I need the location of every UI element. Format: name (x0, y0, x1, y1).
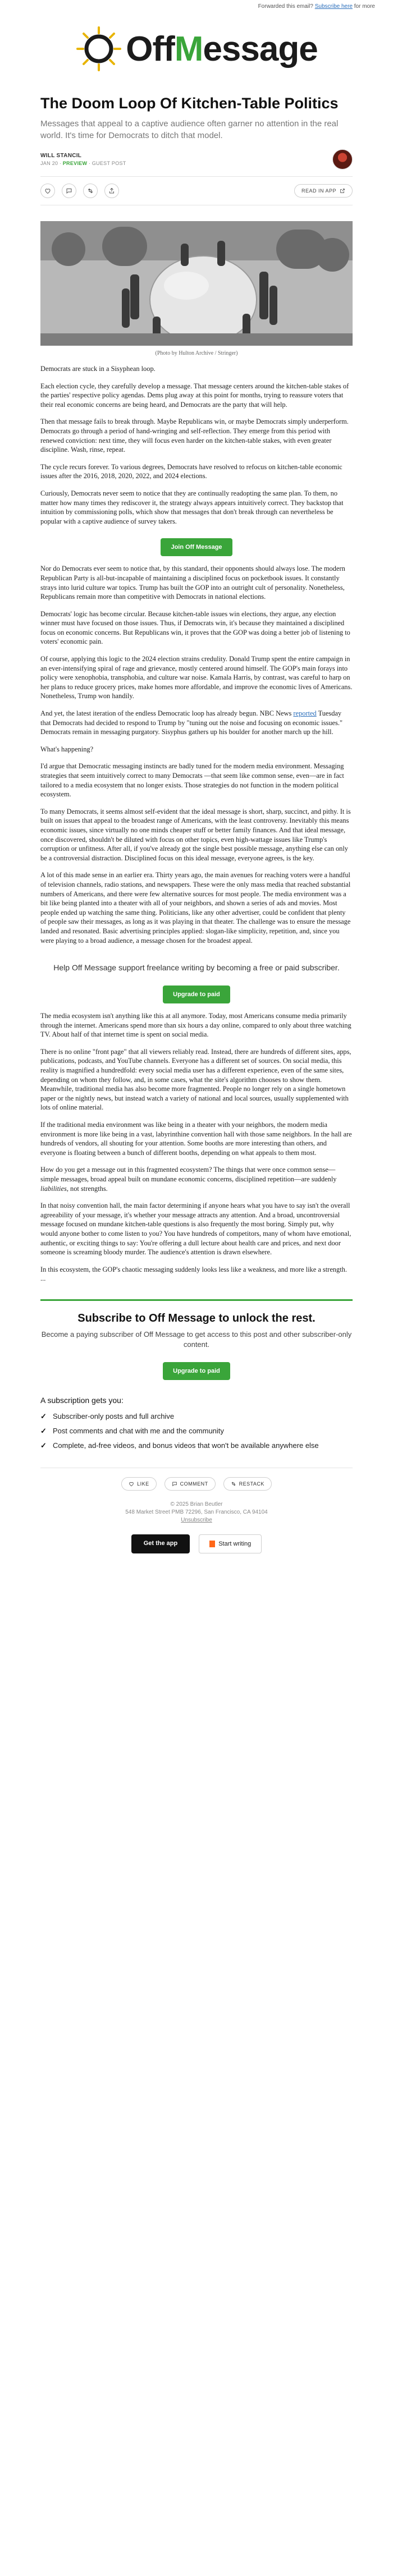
benefit-item (40, 1411, 353, 1422)
logo-part-off: Off (126, 29, 175, 68)
heart-icon (129, 1481, 134, 1487)
post-subtitle: Messages that appeal to a captive audience often garner no attention in the real world. It's time for Democrats to ditch that model. (40, 119, 339, 140)
start-writing-button[interactable] (199, 1534, 262, 1553)
body-paragraph: The cycle recurs forever. To various degrees, Democrats have resolved to refocus on kitchen-table economic issues after the 2016, 2018, 2020, 2022, and 2024 elections. (40, 462, 342, 480)
benefit-text: Subscriber-only posts and full archive (53, 1411, 175, 1420)
off-message-logo[interactable] (40, 16, 353, 82)
body-paragraph: There is no online "front page" that all viewers reliably read. Instead, there are hundreds of different sites, apps, publications, podcasts, and YouTube channels. Everyone has a different set of sources. On social media, this reality is magnified a hundredfold: every social media user has a different experience, even of the same sites, depending on whom they follow, and, in some cases, what the site's algorithm chooses to show them. Meanwhile, traditional media has also become more fragmented. People no longer rely on a single hometown paper or the nightly news, but instead watch a variety of national and local sources, usually supplemented with lots of online material. (40, 1047, 351, 1112)
photo-caption: (Photo by Hulton Archive / Stringer) (155, 350, 238, 356)
paywall-upgrade-button[interactable]: Upgrade to paid (163, 1362, 230, 1380)
email-page (40, 16, 353, 1553)
get-app-button[interactable]: Get the app (131, 1534, 190, 1553)
restack-icon (231, 1481, 236, 1487)
footer-legal (40, 1501, 353, 1524)
comment-button[interactable] (62, 184, 76, 198)
preview-badge: PREVIEW (62, 161, 88, 166)
footer-comment-button[interactable] (164, 1477, 216, 1491)
read-in-app-label: READ IN APP (301, 188, 336, 194)
forward-banner (0, 3, 393, 10)
author-avatar[interactable] (332, 149, 353, 169)
mailing-address: 548 Market Street PMB 72296, San Francisco, CA 94104 (125, 1509, 268, 1515)
post-title[interactable]: The Doom Loop Of Kitchen-Table Politics (40, 95, 339, 112)
substack-logo-icon (209, 1541, 215, 1547)
read-in-app-button[interactable] (294, 184, 353, 198)
body-paragraph (40, 1165, 353, 1193)
body-paragraph: The media ecosystem isn't anything like this at all anymore. Today, most Americans consume media primarily through the internet. Americans spend more than six hours a day online, compared to only about three watching TV. About half of that internet time is spent on social media. (40, 1012, 351, 1039)
external-link-icon (340, 188, 345, 194)
subscribe-promo: Help Off Message support freelance writing by becoming a free or paid subscriber. (53, 963, 340, 973)
comment-label: COMMENT (180, 1480, 208, 1487)
restack-button[interactable] (83, 184, 98, 198)
logo-part-essage: essage (203, 29, 318, 68)
forward-text: Forwarded this email? (258, 3, 313, 10)
footer-restack-button[interactable] (223, 1477, 272, 1491)
subscribe-link[interactable]: Subscribe here (314, 3, 353, 10)
post-meta: JAN 20 ∙ PREVIEW ∙ GUEST POST (40, 161, 126, 166)
logo-megaphone-icon (75, 25, 122, 72)
like-button[interactable] (40, 184, 55, 198)
reported-link[interactable]: reported (293, 709, 317, 718)
post-actions (40, 176, 353, 205)
paywall-text: Become a paying subscriber of Off Message to get access to this post and other subscriber-only content. (41, 1330, 352, 1349)
forward-suffix: for more (354, 3, 375, 10)
footer-like-button[interactable] (121, 1477, 157, 1491)
share-button[interactable] (104, 184, 119, 198)
heart-icon (44, 187, 51, 194)
unsubscribe-link[interactable]: Unsubscribe (181, 1516, 212, 1523)
restack-label: RESTACK (239, 1480, 264, 1487)
start-writing-label: Start writing (218, 1540, 252, 1547)
p9-text-b: Tuesday that Democrats had decided to respond to Trump by "tuning out the noise and focusing on economic issues." Democrats remain in messaging purgatory. Sisyphus gathers up his boulder for another march up the hill. (40, 709, 343, 736)
body-paragraph: In that noisy convention hall, the main factor determining if anyone hears what you have to say isn't the overall agreeability of your message, it's whether your message attracts any attention. And a broad, uncontroversial message focused on mundane kitchen-table questions is also frequently the most boring. Simply put, why would anyone bother to come listen to you? You have hundreds of competitors, many of whom have emotional, authentic, or exciting things to say: You're offering a dull lecture about health care and prices, and next door someone is screaming bloody murder. The audience's attention is drawn elsewhere. (40, 1202, 351, 1257)
body-paragraph: What's happening? (40, 745, 94, 753)
benefit-item (40, 1426, 353, 1436)
p17-text-b: , not strengths. (66, 1184, 108, 1193)
join-cta (40, 538, 353, 556)
benefit-text: Post comments and chat with me and the community (53, 1426, 224, 1435)
body-paragraph: Democrats are stuck in a Sisyphean loop. (40, 365, 156, 373)
comment-icon (66, 187, 72, 194)
like-label: LIKE (137, 1480, 149, 1487)
hero-photo-illustration (40, 221, 353, 346)
paywall-title: Subscribe to Off Message to unlock the rest. (77, 1312, 316, 1324)
body-paragraph: I'd argue that Democratic messaging instincts are badly tuned for the modern media environment. Messaging strategies that seem intuitively correct to many Democrats —that seem like common sense, even—are in fact tailored to a media ecosystem that no longer exists. Those strategies do not function in the modern political ecosystem. (40, 762, 344, 799)
copyright: © 2025 Brian Beutler (170, 1501, 223, 1507)
restack-icon (87, 187, 94, 194)
p17-text-a: How do you get a message out in this fragmented ecosystem? The things that were once common sense—simple messages, broad appeal built on mundane economic concerns, disciplined repetition—are suddenly (40, 1166, 337, 1183)
body-paragraph: In this ecosystem, the GOP's chaotic messaging suddenly looks less like a weakness, and more like a strength. ... (40, 1265, 347, 1283)
p17-emphasis: liabilities (40, 1184, 67, 1193)
app-buttons (40, 1534, 353, 1553)
body-paragraph: Of course, applying this logic to the 2024 election strains credulity. Donald Trump spent the entire campaign in an ever-intensifying spiral of rage and grievance, mostly centered around himself. The GOP's main forays into policy were xenophobia, transphobia, and culture war noise. Kamala Harris, by contrast, was careful to harp on her plans to reduce grocery prices, make homes more affordable, and improve the economic lives of Americans. Nonetheless, Trump won handily. (40, 655, 353, 700)
body-paragraph: Then that message fails to break through. Maybe Republicans win, or maybe Democrats simply underperform. Democrats go through a period of hand-wringing and self-reflection. They emerge from this period with renewed conviction: next time, they will focus even harder on the kitchen-table stakes, with even greater discipline. Wash, rinse, repeat. (40, 418, 349, 454)
p9-text-a: And yet, the latest iteration of the endless Democratic loop has already begun. NBC News (40, 709, 294, 718)
post-date: JAN 20 (40, 161, 58, 166)
hero-photo[interactable] (40, 221, 353, 346)
subscription-benefits (40, 1396, 353, 1451)
post-type: GUEST POST (92, 161, 126, 166)
paywall-cta (40, 1362, 353, 1380)
body-paragraph: Curiously, Democrats never seem to notice that they are continually readopting the same plan. To them, no matter how many times they rediscover it, the strategy always appears intuitively correct. They backstop that intuition by commissioning polls, which show that messages that don't break through can nevertheless be popular with a captive audience of survey takers. (40, 489, 344, 525)
comment-icon (172, 1481, 177, 1487)
body-paragraph: Each election cycle, they carefully develop a message. That message centers around the kitchen-table stakes of the parties' respective policy agendas. Dems plug away at this point for months, trying to reassure voters that their real economic concerns are being heard, and Democrats are the party that will help. (40, 382, 349, 409)
author-name[interactable]: WILL STANCIL (40, 153, 82, 159)
check-icon: ✓ (40, 1441, 47, 1450)
upgrade-cta (40, 986, 353, 1003)
join-button[interactable]: Join Off Message (161, 538, 232, 556)
share-icon (108, 187, 115, 194)
check-icon: ✓ (40, 1426, 47, 1435)
body-paragraph: Democrats' logic has become circular. Because kitchen-table issues win elections, they argue, any election winner must have focused on those issues. Thus, if Democrats win, it's because they maintained a disciplined focus on economic concerns. But Republicans win, it proves that the GOP was doing a better job of listening to voters' economic pain. (40, 609, 350, 646)
paywall-box (40, 1299, 353, 1380)
byline (40, 149, 353, 169)
logo-part-m: M (174, 29, 203, 68)
logo-wordmark (126, 29, 317, 69)
body-paragraph: If the traditional media environment was like being in a theater with your neighbors, the modern media environment is more like being in a vast, labyrinthine convention hall with those same neighbors. In the hall are hundreds of vendors, all shouting for your attention. Some booths are more interesting than others, and everyone is floating between a bunch of different booths, depending on what appeals to them most. (40, 1121, 352, 1157)
upgrade-button[interactable]: Upgrade to paid (163, 986, 230, 1003)
benefits-heading: A subscription gets you: (40, 1395, 124, 1405)
article-body (40, 364, 353, 1284)
footer-actions (40, 1468, 353, 1491)
body-paragraph: Nor do Democrats ever seem to notice that, by this standard, their opponents should always lose. The modern Republican Party is all-but-incapable of maintaining a disciplined focus on pocketbook issues. It constantly strays into lurid culture war topics. Trump has built the GOP into an outright cult of personality. Nonetheless, Republicans remain more than competitive with Democrats in national elections. (40, 565, 345, 601)
check-icon: ✓ (40, 1411, 47, 1420)
body-paragraph: A lot of this made sense in an earlier era. Thirty years ago, the main avenues for reaching voters were a handful of television channels, radio stations, and newspapers. These were the only mass media that reached substantial numbers of Americans, and there were few alternative sources for most people. The media environment was a bit like being planted into a theater with all of your neighbors, and shown a series of ads and movies. Most people ended up watching the same thing. Politicians, like any other advertiser, could be confident that plenty of people saw their messages, as long as it was playing in that theater. The challenge was to ensure the message landed and resonated. Basic advertising principles applied: slogan-like simplicity, repetition, and, since you were playing to a broad audience, a message chosen for the broadest appeal. (40, 871, 351, 945)
body-paragraph: To many Democrats, it seems almost self-evident that the ideal message is short, sharp, succinct, and pithy. It is built on issues that appeal to the broadest range of Americans, with the least controversy. Inevitably this means economic issues, since virtually no one minds cheaper stuff or better family finances. And that ideal message, once discovered, shouldn't be diluted with focus on other topics, even high-wattage issues like Trump's corruption or unfitness. After all, if you've already got the single best possible message, anything else can only be a controversial distraction. Disciplined focus on this ideal message, everyone agrees, is the key. (40, 807, 351, 862)
benefit-item (40, 1441, 353, 1451)
benefit-text: Complete, ad-free videos, and bonus videos that won't be available anywhere else (53, 1441, 319, 1450)
body-paragraph (40, 709, 353, 737)
